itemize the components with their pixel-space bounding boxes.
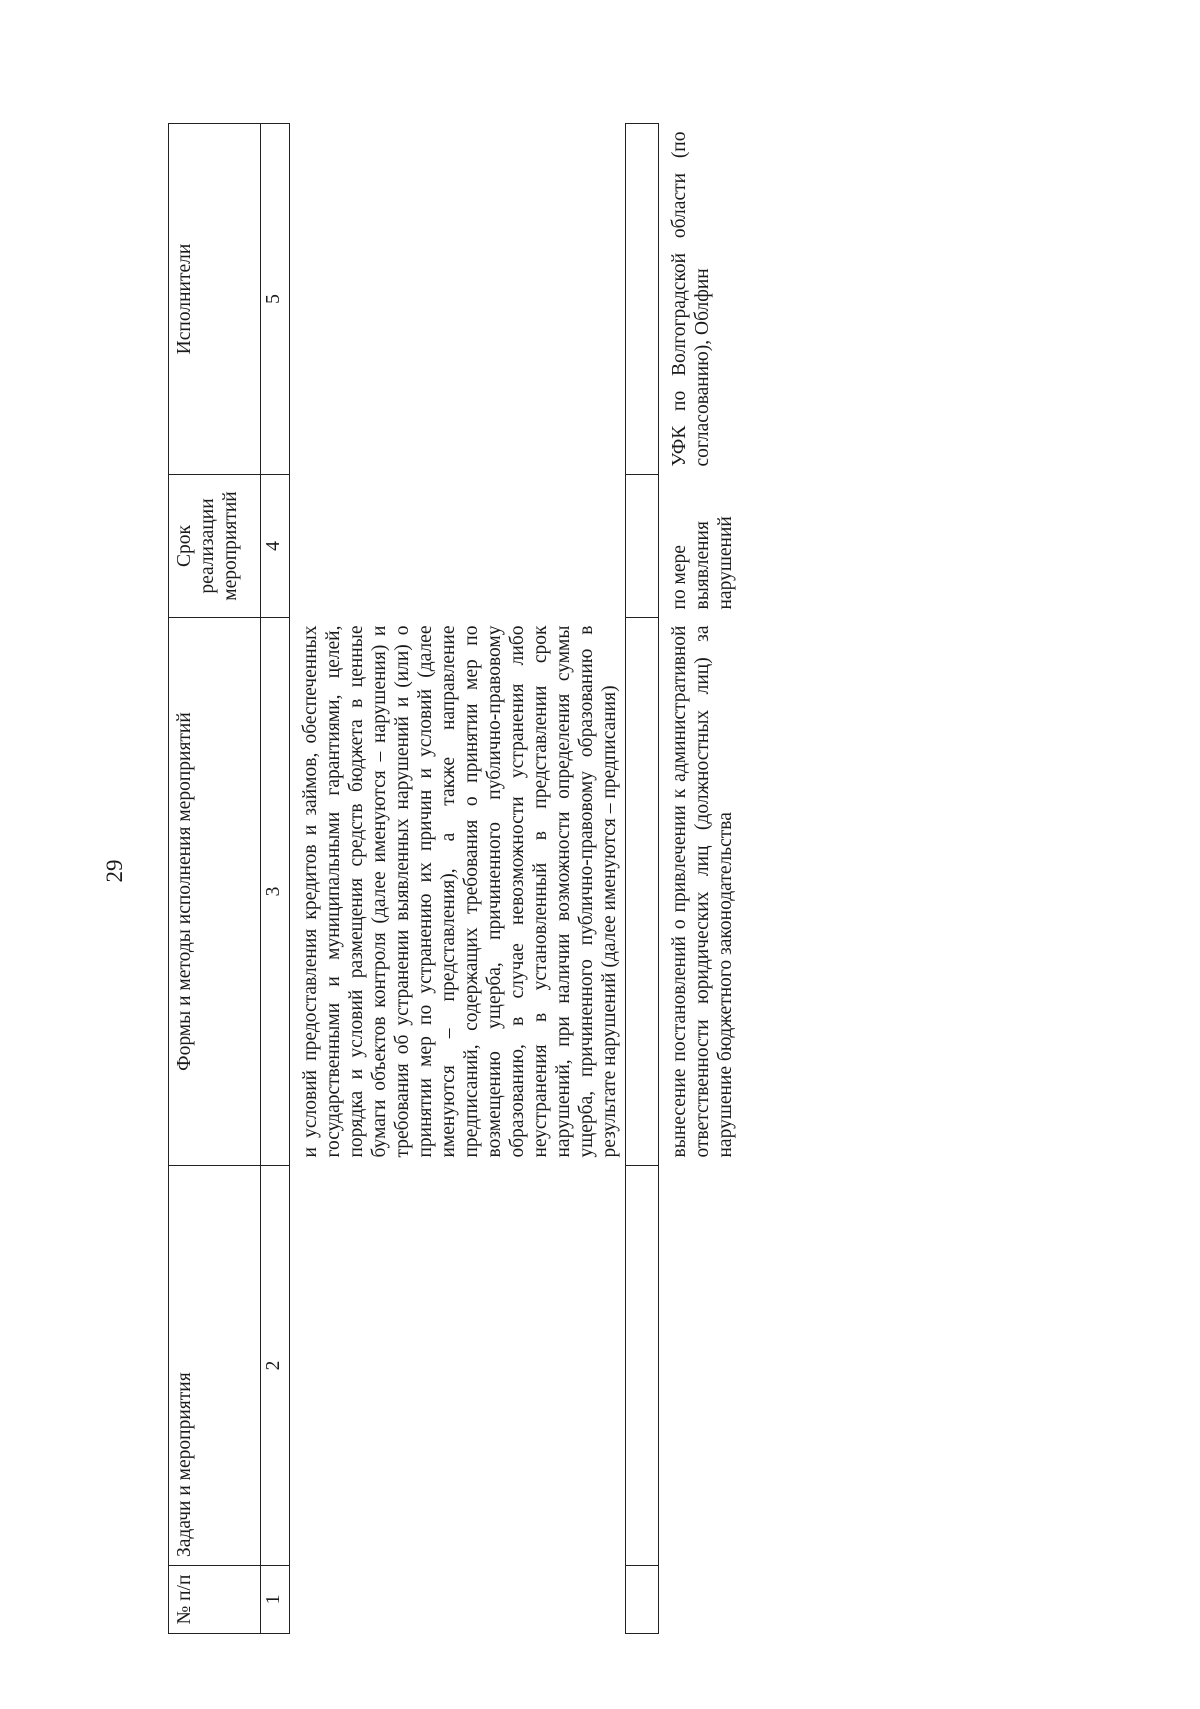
column-number: 4 bbox=[261, 475, 290, 618]
table-row bbox=[659, 124, 742, 1634]
column-number: 2 bbox=[261, 1166, 290, 1566]
header-tasks: Задачи и мероприятия bbox=[169, 1166, 261, 1566]
methods-cell: вынесение постановлений о привлечении к административной ответственности юридических лиц (должностных лиц) за нарушение бюджетного законодательства bbox=[669, 625, 736, 1158]
header-methods: Формы и методы исполнения мероприятий bbox=[169, 618, 261, 1166]
page-number: 29 bbox=[102, 859, 127, 883]
rotated-table-sheet bbox=[168, 69, 908, 1634]
table-row bbox=[290, 124, 626, 1634]
executors-cell: УФК по Волгоградской области (по согласованию), Облфин bbox=[669, 131, 713, 467]
measures-table bbox=[168, 123, 741, 1634]
column-number-row bbox=[261, 124, 290, 1634]
column-number: 1 bbox=[261, 1566, 290, 1634]
term-cell bbox=[290, 475, 626, 618]
term-cell: по мере выявления нарушений bbox=[669, 516, 736, 610]
column-number: 5 bbox=[261, 124, 290, 475]
table-header-row bbox=[169, 124, 261, 1634]
header-term: Срок реализации мероприятий bbox=[169, 475, 261, 618]
header-number: № п/п bbox=[169, 1566, 261, 1634]
header-executors: Исполнители bbox=[169, 124, 261, 475]
methods-cell: и условий предоставления кредитов и займов, обеспеченных государственными и муниципальными гарантиями, целей, порядка и условий размещения средств бюджета в ценные бумаги объектов контроля (далее именуются – нарушения) и требования об устранении выявленных нарушений и (или) о принятии мер по устранению их причин и условий (далее именуются – представления), а также направление предписаний, содержащих требования о принятии мер по возмещению ущерба, причиненного публично-правовому образованию, в случае невозможности устранения либо неустранения в установленный в представлении срок нарушений, при наличии возможности определения суммы ущерба, причиненного публично-правовому образованию в результате нарушений (далее именуются – предписания) bbox=[300, 625, 620, 1158]
column-number: 3 bbox=[261, 618, 290, 1166]
executors-cell bbox=[290, 124, 626, 475]
